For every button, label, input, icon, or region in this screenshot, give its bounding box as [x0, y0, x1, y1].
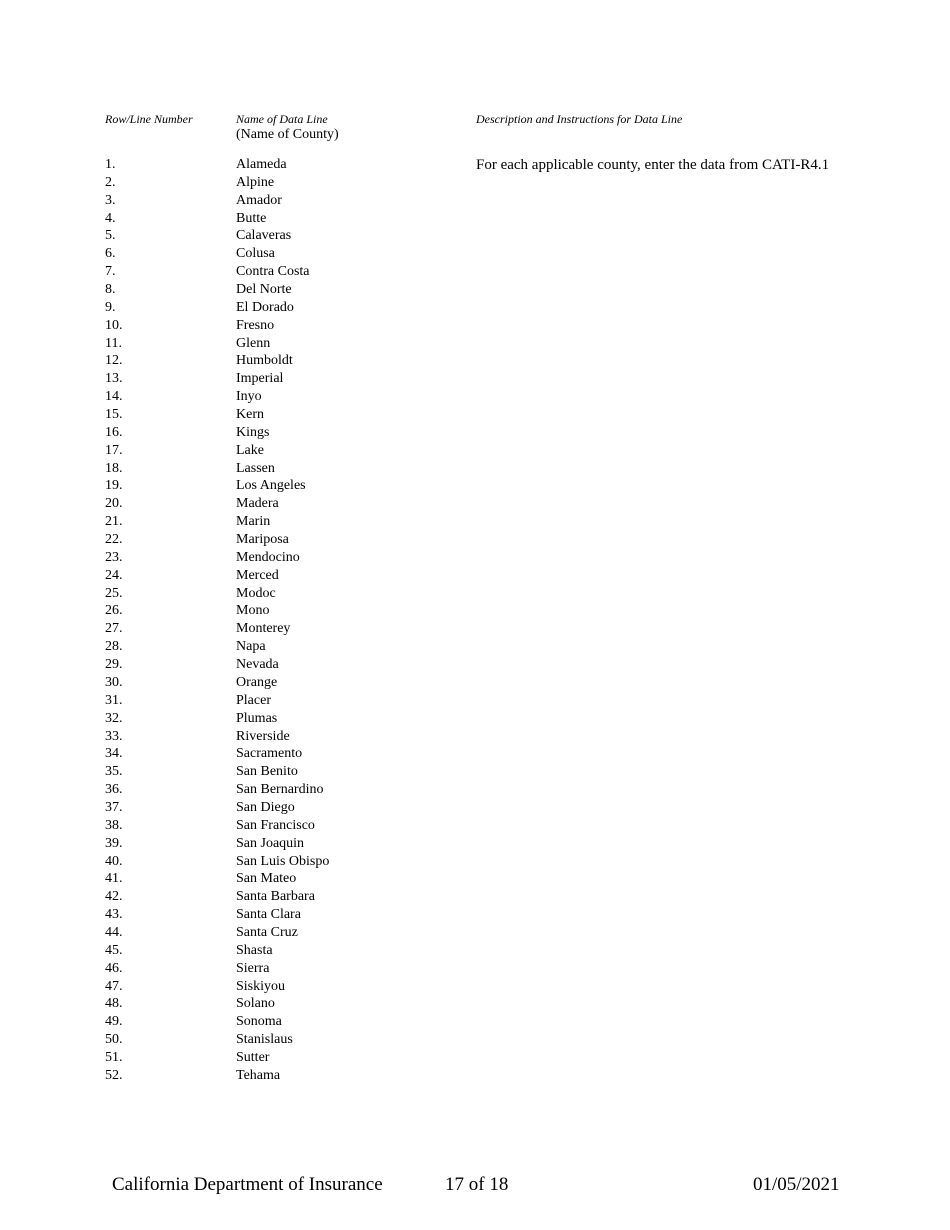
- county-name: San Mateo: [236, 871, 297, 887]
- row-number: 42.: [105, 889, 123, 905]
- county-name: Tehama: [236, 1067, 281, 1083]
- table-row: [105, 710, 505, 728]
- county-name: San Luis Obispo: [236, 853, 330, 869]
- row-number: 8.: [105, 282, 116, 298]
- table-row: [105, 620, 505, 638]
- table-row: [105, 942, 505, 960]
- row-number: 14.: [105, 389, 123, 405]
- table-row: [105, 227, 505, 245]
- row-number: 35.: [105, 764, 123, 780]
- county-name: Kern: [236, 407, 264, 423]
- county-name: San Joaquin: [236, 835, 305, 851]
- row-number: 41.: [105, 871, 123, 887]
- row-number: 15.: [105, 407, 123, 423]
- county-name: Santa Cruz: [236, 924, 298, 940]
- table-row: [105, 299, 505, 317]
- county-name: Imperial: [236, 371, 284, 387]
- row-number: 31.: [105, 692, 123, 708]
- row-number: 7.: [105, 264, 116, 280]
- data-line-description: For each applicable county, enter the data from CATI-R4.1: [476, 157, 830, 173]
- row-number: 34.: [105, 746, 123, 762]
- county-name: Inyo: [236, 389, 262, 405]
- footer-organization: California Department of Insurance: [112, 1174, 383, 1195]
- row-number: 39.: [105, 835, 123, 851]
- table-row: [105, 853, 505, 871]
- column-header-row-number: Row/Line Number: [105, 112, 193, 126]
- county-list: [105, 156, 505, 1085]
- table-row: [105, 460, 505, 478]
- county-name: Siskiyou: [236, 978, 286, 994]
- county-name: Santa Barbara: [236, 889, 315, 905]
- county-name: Placer: [236, 692, 271, 708]
- row-number: 6.: [105, 246, 116, 262]
- row-number: 11.: [105, 335, 122, 351]
- row-number: 51.: [105, 1049, 123, 1065]
- county-name: Alameda: [236, 157, 287, 172]
- county-name: Stanislaus: [236, 1032, 293, 1048]
- row-number: 20.: [105, 496, 123, 512]
- table-row: [105, 549, 505, 567]
- table-row: [105, 1067, 505, 1085]
- row-number: 36.: [105, 782, 123, 798]
- county-name: Mendocino: [236, 549, 300, 565]
- table-row: [105, 781, 505, 799]
- table-row: [105, 1031, 505, 1049]
- row-number: 52.: [105, 1067, 123, 1083]
- table-row: [105, 1049, 505, 1067]
- county-name: Napa: [236, 639, 266, 655]
- row-number: 43.: [105, 907, 123, 923]
- county-name: Mariposa: [236, 532, 289, 548]
- county-name: Calaveras: [236, 228, 292, 244]
- row-number: 18.: [105, 460, 123, 476]
- county-name: Santa Clara: [236, 907, 301, 923]
- county-name: Contra Costa: [236, 264, 310, 280]
- row-number: 1.: [105, 157, 116, 172]
- table-row: [105, 692, 505, 710]
- row-number: 32.: [105, 710, 123, 726]
- table-row: [105, 960, 505, 978]
- row-number: 12.: [105, 353, 123, 369]
- table-row: [105, 745, 505, 763]
- county-name: Lassen: [236, 460, 275, 476]
- table-row: [105, 317, 505, 335]
- county-name: Humboldt: [236, 353, 293, 369]
- row-number: 30.: [105, 674, 123, 690]
- table-row: [105, 924, 505, 942]
- row-number: 19.: [105, 478, 123, 494]
- table-row: [105, 370, 505, 388]
- table-row: [105, 835, 505, 853]
- row-number: 50.: [105, 1032, 123, 1048]
- table-row: [105, 424, 505, 442]
- row-number: 28.: [105, 639, 123, 655]
- county-name: San Benito: [236, 764, 298, 780]
- county-name: Madera: [236, 496, 279, 512]
- table-row: [105, 906, 505, 924]
- county-name: Orange: [236, 674, 278, 690]
- county-name: Plumas: [236, 710, 278, 726]
- column-header-county-subtitle: (Name of County): [236, 127, 339, 142]
- county-name: San Bernardino: [236, 782, 324, 798]
- table-row: [105, 388, 505, 406]
- table-row: [105, 406, 505, 424]
- county-name: Shasta: [236, 942, 273, 958]
- column-header-data-line-name: Name of Data Line: [236, 112, 328, 126]
- row-number: 3.: [105, 192, 116, 208]
- county-name: Fresno: [236, 317, 275, 333]
- county-name: Glenn: [236, 335, 271, 351]
- row-number: 13.: [105, 371, 123, 387]
- row-number: 25.: [105, 585, 123, 601]
- table-row: [105, 335, 505, 353]
- county-name: Butte: [236, 210, 267, 226]
- row-number: 27.: [105, 621, 123, 637]
- county-name: Lake: [236, 442, 264, 458]
- table-row: [105, 245, 505, 263]
- row-number: 45.: [105, 942, 123, 958]
- row-number: 40.: [105, 853, 123, 869]
- table-row: [105, 674, 505, 692]
- row-number: 29.: [105, 657, 123, 673]
- table-row: [105, 156, 505, 174]
- county-name: Los Angeles: [236, 478, 306, 494]
- county-name: El Dorado: [236, 299, 294, 315]
- row-number: 2.: [105, 174, 116, 190]
- county-name: Sierra: [236, 960, 270, 976]
- table-row: [105, 513, 505, 531]
- table-row: [105, 978, 505, 996]
- county-name: Kings: [236, 424, 270, 440]
- table-row: [105, 799, 505, 817]
- table-row: [105, 656, 505, 674]
- row-number: 24.: [105, 567, 123, 583]
- table-row: [105, 638, 505, 656]
- table-row: [105, 888, 505, 906]
- county-name: Nevada: [236, 657, 279, 673]
- table-row: [105, 1013, 505, 1031]
- row-number: 4.: [105, 210, 116, 226]
- county-name: Marin: [236, 514, 271, 530]
- row-number: 26.: [105, 603, 123, 619]
- county-name: San Francisco: [236, 817, 315, 833]
- table-row: [105, 531, 505, 549]
- table-row: [105, 477, 505, 495]
- table-row: [105, 352, 505, 370]
- table-row: [105, 817, 505, 835]
- county-name: San Diego: [236, 799, 295, 815]
- footer-page-number: 17 of 18: [445, 1174, 509, 1195]
- table-row: [105, 728, 505, 746]
- table-row: [105, 281, 505, 299]
- table-row: [105, 567, 505, 585]
- row-number: 16.: [105, 424, 123, 440]
- county-name: Solano: [236, 996, 275, 1012]
- county-name: Merced: [236, 567, 279, 583]
- row-number: 9.: [105, 299, 116, 315]
- table-row: [105, 763, 505, 781]
- county-name: Del Norte: [236, 282, 292, 298]
- row-number: 48.: [105, 996, 123, 1012]
- row-number: 44.: [105, 924, 123, 940]
- row-number: 5.: [105, 228, 116, 244]
- table-row: [105, 192, 505, 210]
- county-name: Amador: [236, 192, 282, 208]
- county-name: Monterey: [236, 621, 291, 637]
- column-header-description: Description and Instructions for Data Line: [476, 112, 683, 126]
- county-name: Modoc: [236, 585, 276, 601]
- table-row: [105, 870, 505, 888]
- row-number: 22.: [105, 532, 123, 548]
- row-number: 23.: [105, 549, 123, 565]
- county-name: Alpine: [236, 174, 275, 190]
- county-name: Colusa: [236, 246, 275, 262]
- county-name: Mono: [236, 603, 270, 619]
- county-name: Sutter: [236, 1049, 270, 1065]
- table-row: [105, 174, 505, 192]
- county-name: Riverside: [236, 728, 290, 744]
- row-number: 10.: [105, 317, 123, 333]
- table-row: [105, 602, 505, 620]
- county-name: Sonoma: [236, 1014, 282, 1030]
- row-number: 47.: [105, 978, 123, 994]
- table-row: [105, 585, 505, 603]
- row-number: 37.: [105, 799, 123, 815]
- table-row: [105, 995, 505, 1013]
- table-row: [105, 263, 505, 281]
- table-row: [105, 210, 505, 228]
- table-row: [105, 442, 505, 460]
- table-row: [105, 495, 505, 513]
- footer-date: 01/05/2021: [753, 1174, 840, 1195]
- county-name: Sacramento: [236, 746, 303, 762]
- row-number: 46.: [105, 960, 123, 976]
- row-number: 17.: [105, 442, 123, 458]
- row-number: 38.: [105, 817, 123, 833]
- row-number: 49.: [105, 1014, 123, 1030]
- row-number: 33.: [105, 728, 123, 744]
- row-number: 21.: [105, 514, 123, 530]
